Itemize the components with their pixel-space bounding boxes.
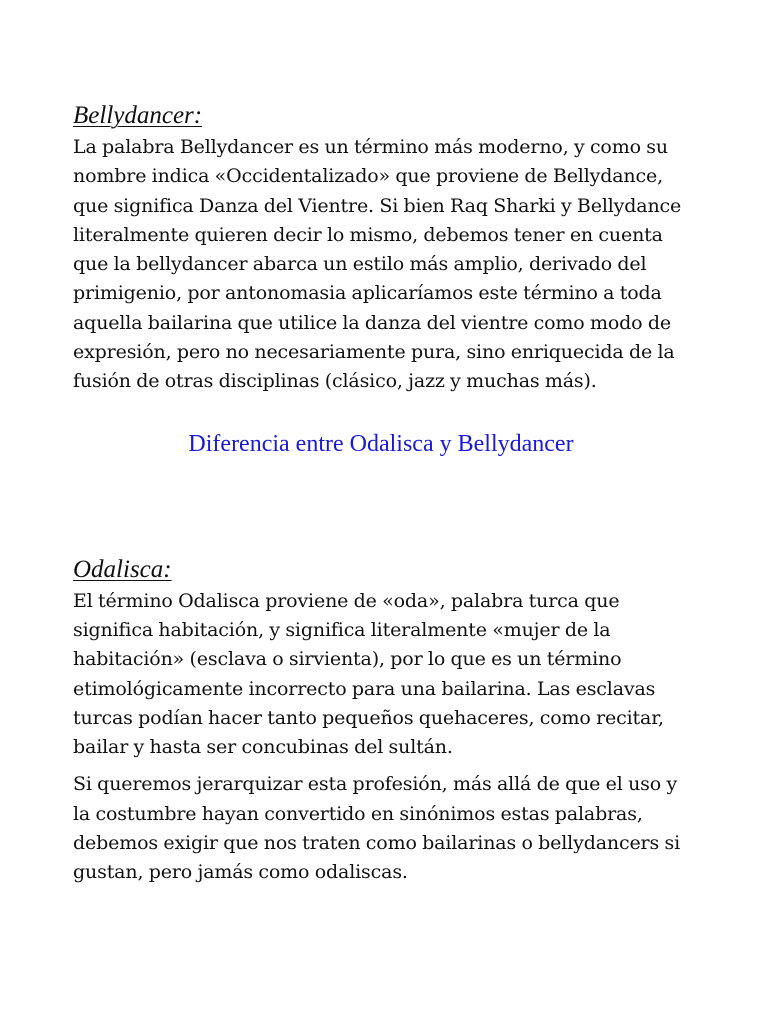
bellydancer-heading: Bellydancer: [73,102,203,129]
bellydancer-paragraph: La palabra Bellydancer es un término más moderno, y como su nombre indica «Occidentalizado» que proviene de Bellydance, que significa Danza del Vientre. Si bien Raq Sharki y Bellydance literalmente quieren decir lo mismo, debemos tener en cuenta que la bellydancer abarca un estilo más amplio, derivado del primigenio, por antonomasia aplicaríamos este término a toda aquella bailarina que utilice la danza del vientre como modo de expresión, pero no necesariamente pura, sino enriquecida de la fusión de otras disciplinas (clásico, jazz y muchas más). [73,136,682,393]
odalisca-paragraph: El término Odalisca proviene de «oda», palabra turca que significa habitación, y significa literalmente «mujer de la habitación» (esclava o sirvienta), por lo que es un término etimológicamente incorrecto para una bailarina. Las esclavas turcas podían hacer tanto pequeños quehaceres, como recitar, bailar y hasta ser concubinas del sultán. [73,589,664,759]
odalisca-heading: Odalisca: [73,555,172,583]
document-page [73,100,697,888]
difference-title: Diferencia entre Odalisca y Bellydancer [188,430,574,457]
conclusion-paragraph: Si queremos jerarquizar esta profesión, más allá de que el uso y la costumbre hayan convertido en sinónimos estas palabras, debemos exigir que nos traten como bailarinas o bellydancers si gustan, pero jamás como odaliscas. [73,773,681,884]
